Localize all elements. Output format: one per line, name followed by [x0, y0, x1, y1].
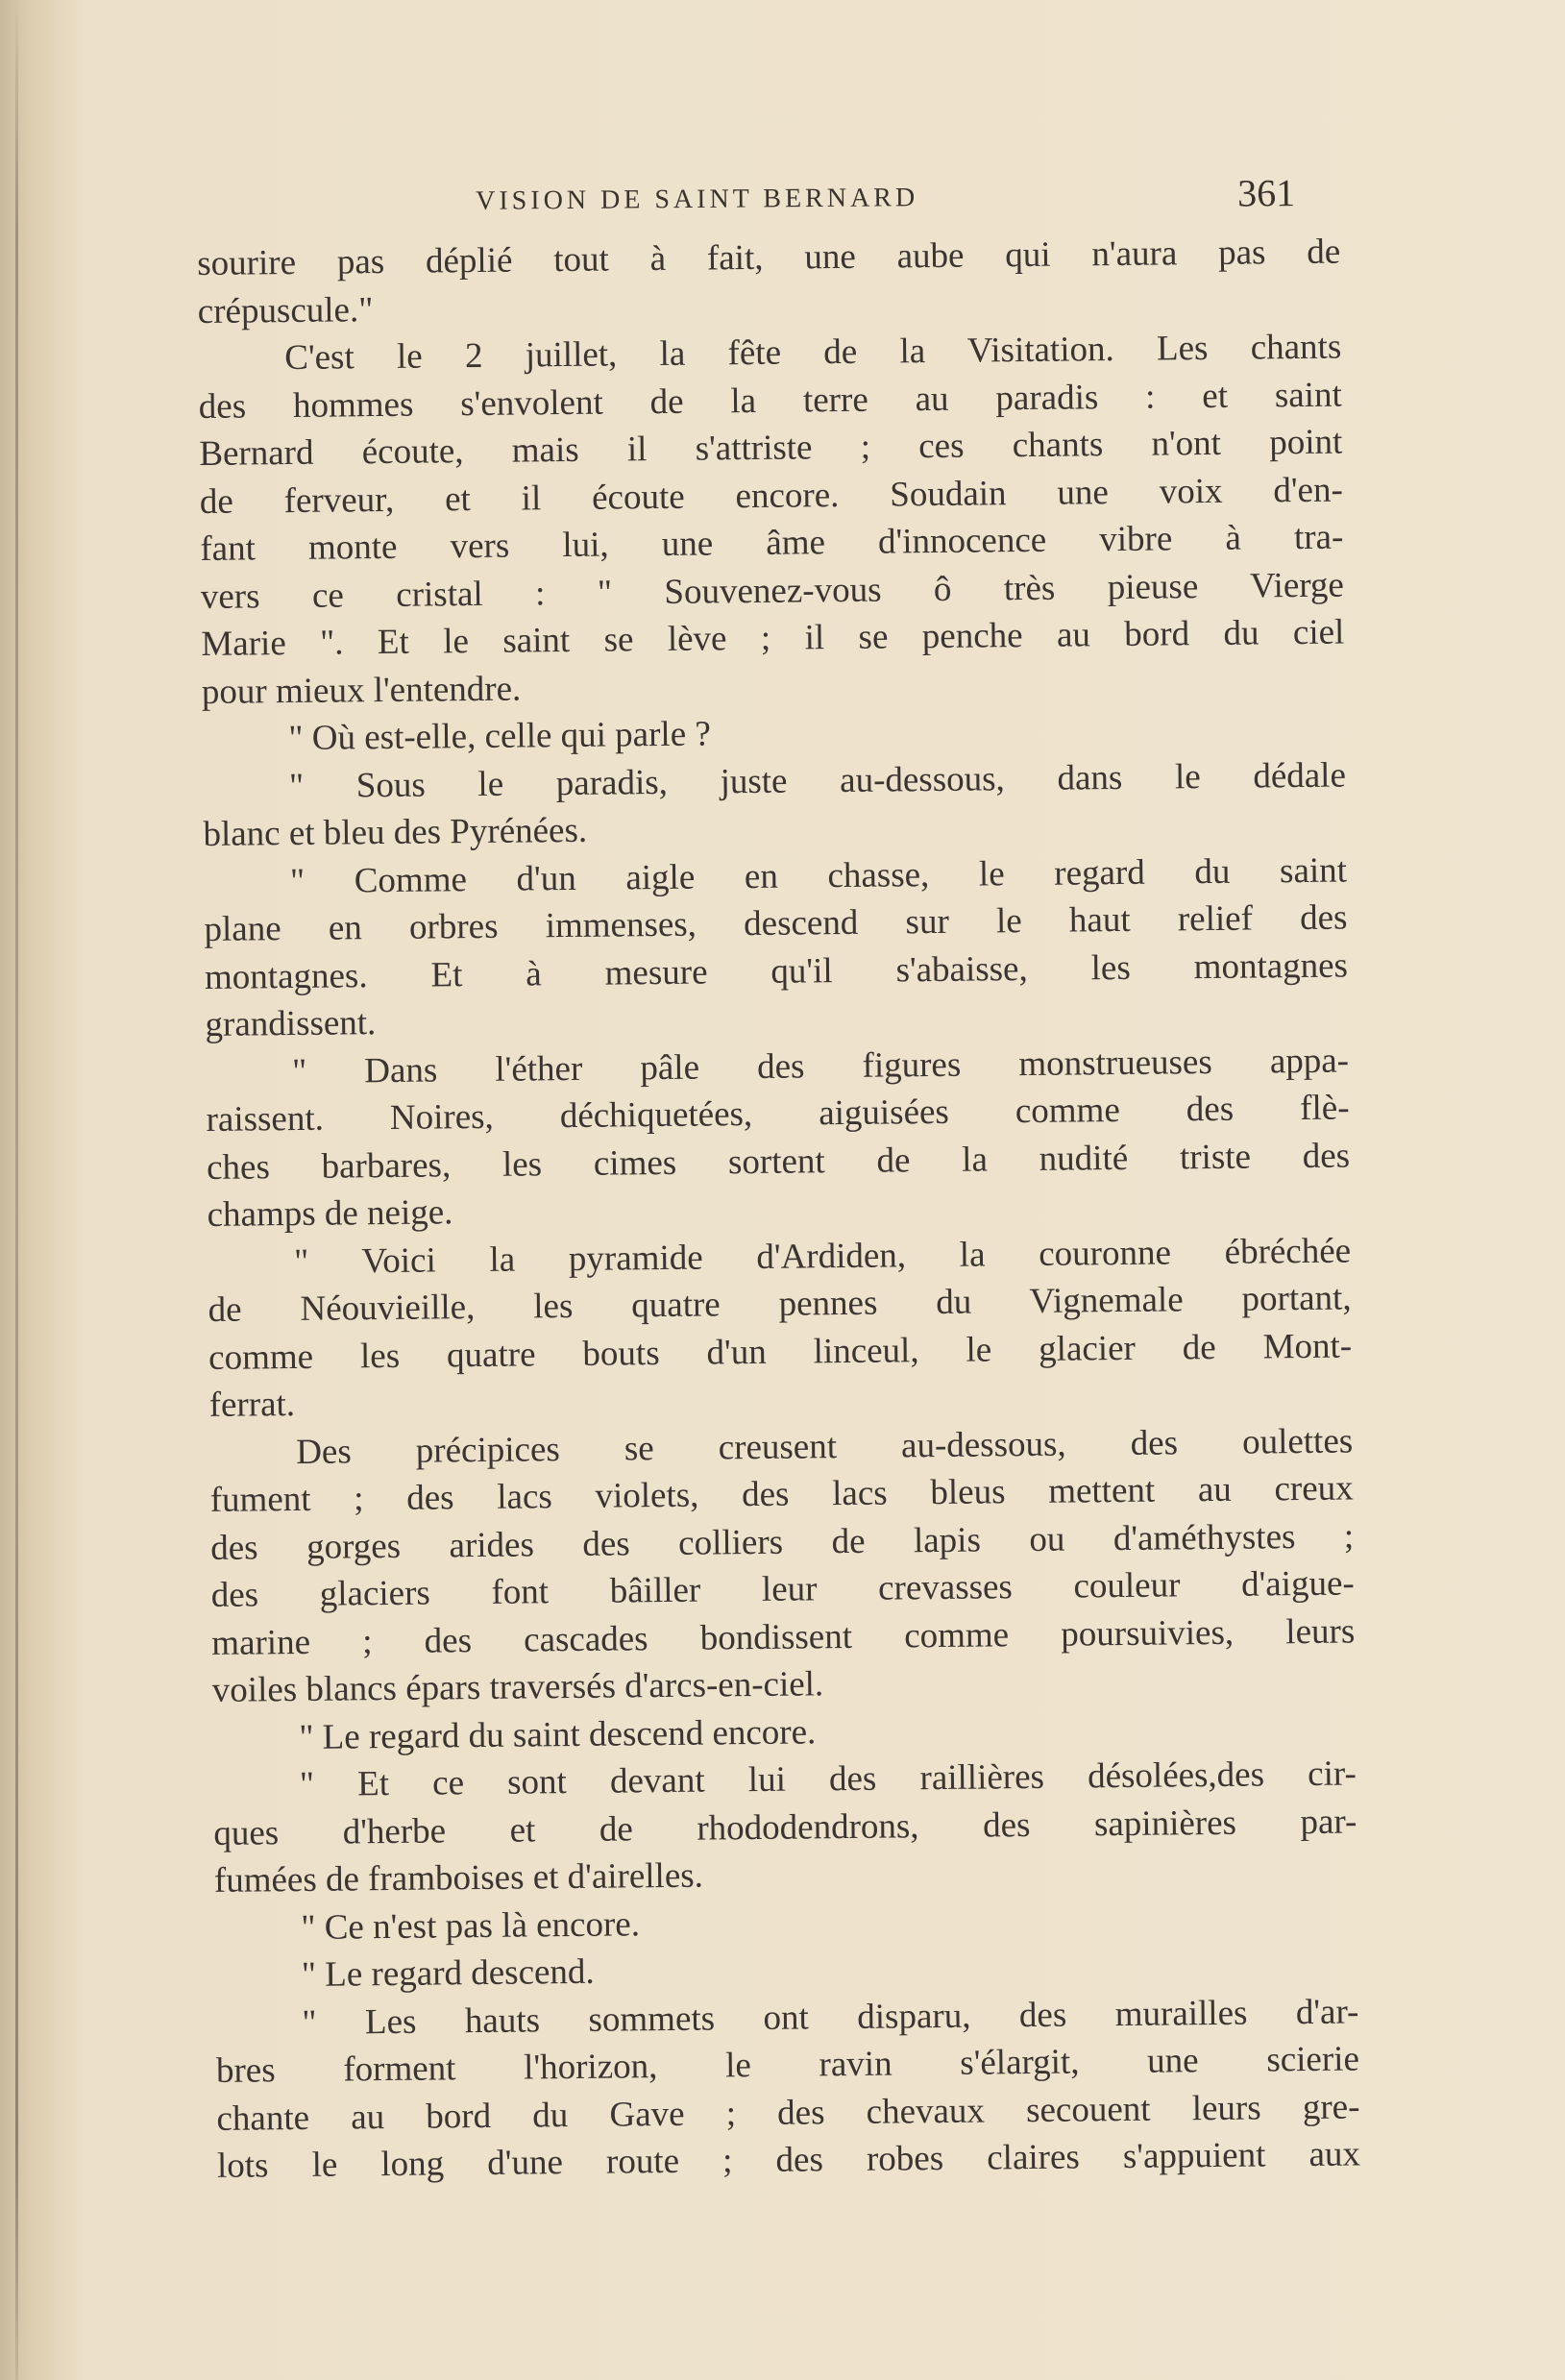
text-line: montagnes. Et à mesure qu'il s'abaisse, les montagnes: [204, 945, 1349, 997]
text-line: des hommes s'envolent de la terre au paradis : et saint: [198, 375, 1342, 427]
text-line: chante au bord du Gave ; des chevaux secouent leurs gre-: [216, 2086, 1360, 2139]
text-line: voiles blancs épars traversés d'arcs-en-ciel.: [211, 1664, 824, 1710]
text-line: lots le long d'une route ; des robes claires s'appuient aux: [216, 2134, 1361, 2186]
text-line: des glaciers font bâiller leur crevasses couleur d'aigue-: [210, 1563, 1355, 1615]
text-line: sourire pas déplié tout à fait, une aube qui n'aura pas de: [197, 232, 1341, 283]
text-line: comme les quatre bouts d'un linceul, le glacier de Mont-: [208, 1325, 1353, 1378]
text-line: pour mieux l'entendre.: [201, 668, 522, 712]
text-line: " Les hauts sommets ont disparu, des murailles d'ar-: [302, 1991, 1359, 2043]
body-text: [197, 229, 1360, 2191]
text-line: " Où est-elle, celle qui parle ?: [288, 714, 712, 759]
text-line: ferrat.: [208, 1384, 296, 1425]
text-line: " Dans l'éther pâle des figures monstrueuses appa-: [291, 1040, 1350, 1092]
text-line: fumées de framboises et d'airelles.: [213, 1855, 704, 1901]
text-line: Bernard écoute, mais il s'attriste ; ces chants n'ont point: [199, 422, 1343, 474]
text-line: champs de neige.: [207, 1192, 453, 1235]
text-line: fument ; des lacs violets, des lacs bleus mettent au creux: [209, 1468, 1354, 1520]
text-line: Des précipices se creusent au-dessous, des oulettes: [295, 1420, 1354, 1472]
text-line: " Ce n'est pas là encore.: [301, 1903, 641, 1948]
text-line: de ferveur, et il écoute encore. Soudain une voix d'en-: [199, 470, 1343, 522]
text-line: " Le regard descend.: [301, 1951, 595, 1995]
binding-gutter: [15, 0, 18, 2380]
text-line: bres forment l'horizon, le ravin s'élargit, une scierie: [215, 2039, 1360, 2091]
text-line: " Voici la pyramide d'Ardiden, la couronne ébréchée: [293, 1230, 1352, 1282]
text-line: plane en orbres immenses, descend sur le haut relief des: [204, 897, 1348, 949]
text-line: " Sous le paradis, juste au-dessous, dans le dédale: [288, 755, 1347, 806]
page-number: 361: [1236, 171, 1296, 215]
text-line: blanc et bleu des Pyrénées.: [203, 810, 588, 854]
running-head: VISION DE SAINT BERNARD: [476, 183, 919, 216]
text-line: ches barbares, les cimes sortent de la nudité triste des: [206, 1135, 1351, 1188]
text-line: Marie ". Et le saint se lève ; il se penche au bord du ciel: [201, 612, 1345, 664]
text-line: " Le regard du saint descend encore.: [299, 1711, 817, 1757]
text-line: ques d'herbe et de rhododendrons, des sapinières par-: [213, 1801, 1357, 1853]
text-line: de Néouvieille, les quatre pennes du Vignemale portant,: [208, 1278, 1352, 1330]
text-line: C'est le 2 juillet, la fête de la Visitation. Les chants: [284, 327, 1342, 379]
text-line: crépuscule.": [197, 289, 374, 331]
text-line: " Comme d'un aigle en chasse, le regard du saint: [289, 850, 1348, 901]
text-line: " Et ce sont devant lui des raillières désolées,des cir-: [299, 1754, 1357, 1804]
text-line: grandissent.: [205, 1003, 377, 1044]
text-line: des gorges arides des colliers de lapis ou d'améthystes ;: [210, 1515, 1355, 1568]
text-line: marine ; des cascades bondissent comme poursuivies, leurs: [211, 1610, 1356, 1663]
text-line: vers ce cristal : " Souvenez-vous ô très pieuse Vierge: [200, 565, 1345, 617]
page-header: [202, 170, 1335, 236]
text-line: raissent. Noires, déchiquetées, aiguisées comme des flè-: [206, 1088, 1350, 1140]
text-line: fant monte vers lui, une âme d'innocence vibre à tra-: [200, 517, 1344, 569]
